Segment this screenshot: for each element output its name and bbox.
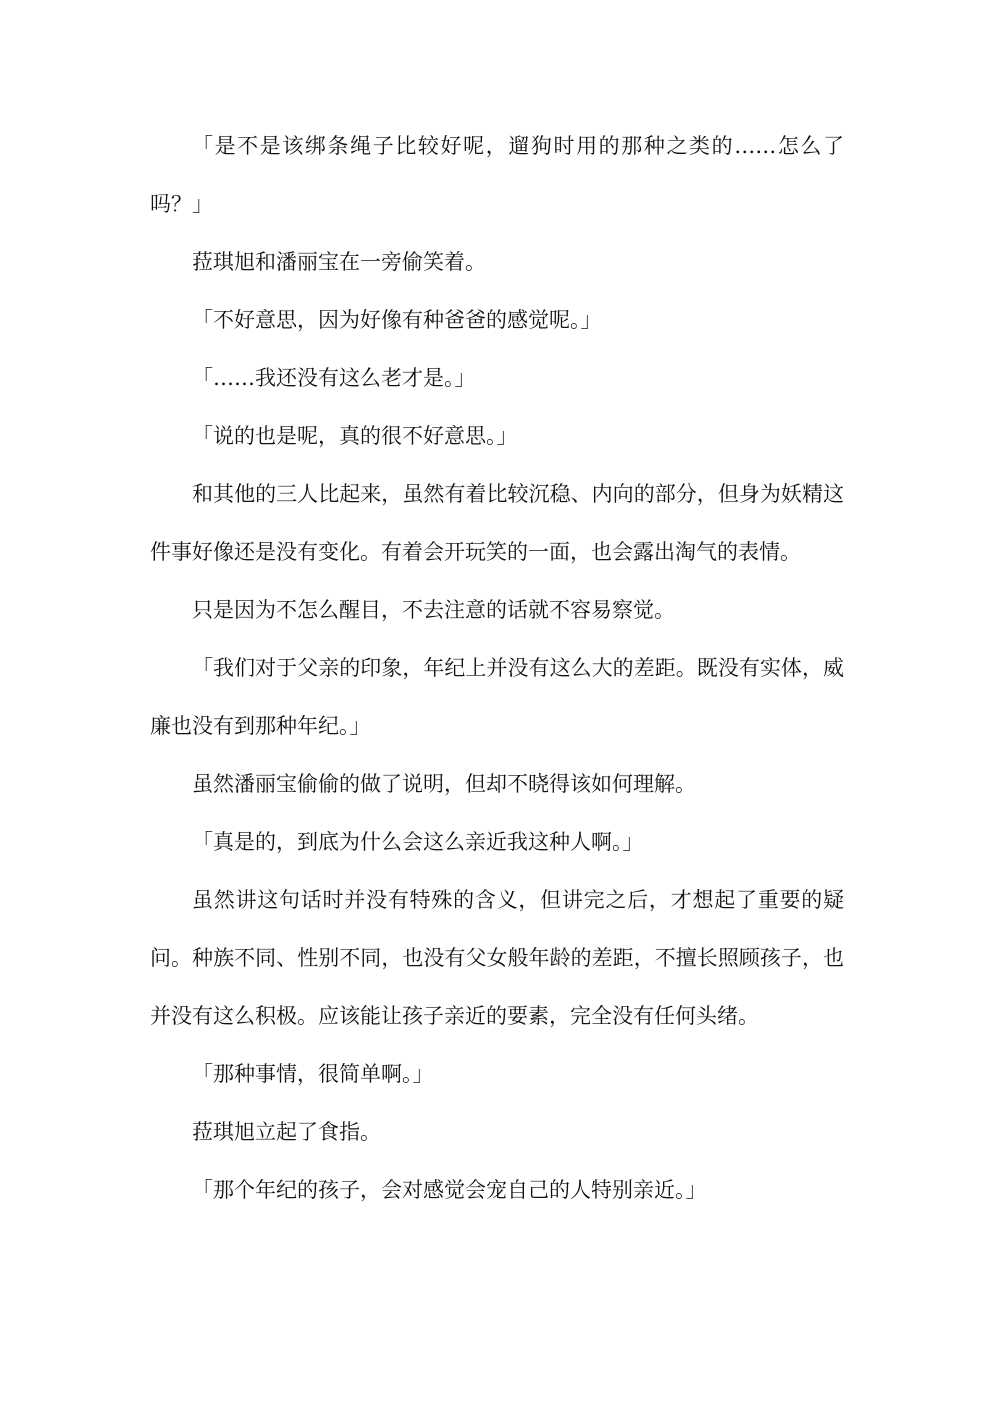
paragraph: 「我们对于父亲的印象，年纪上并没有这么大的差距。既没有实体，威廉也没有到那种年纪。」 <box>150 656 844 738</box>
paragraph: 「真是的，到底为什么会这么亲近我这种人啊。」 <box>192 830 644 854</box>
paragraph: 菈琪旭立起了食指。 <box>192 1120 381 1144</box>
paragraph: 「不好意思，因为好像有种爸爸的感觉呢。」 <box>192 308 602 332</box>
paragraph: 「那种事情，很简单啊。」 <box>192 1062 434 1086</box>
paragraph: 和其他的三人比起来，虽然有着比较沉稳、内向的部分，但身为妖精这件事好像还是没有变化。有着会开玩笑的一面，也会露出淘气的表情。 <box>150 482 844 564</box>
paragraph: 只是因为不怎么醒目，不去注意的话就不容易察觉。 <box>192 598 675 622</box>
paragraph: 虽然潘丽宝偷偷的做了说明，但却不晓得该如何理解。 <box>192 772 696 796</box>
paragraph: 虽然讲这句话时并没有特殊的含义，但讲完之后，才想起了重要的疑问。种族不同、性别不同，也没有父女般年龄的差距，不擅长照顾孩子，也并没有这么积极。应该能让孩子亲近的要素，完全没有任何头绪。 <box>150 888 844 1028</box>
paragraph: 「是不是该绑条绳子比较好呢，遛狗时用的那种之类的……怎么了吗？」 <box>150 134 844 216</box>
paragraph: 「……我还没有这么老才是。」 <box>192 366 476 390</box>
document-page <box>150 117 844 1219</box>
paragraph: 菈琪旭和潘丽宝在一旁偷笑着。 <box>192 250 486 274</box>
paragraph: 「那个年纪的孩子，会对感觉会宠自己的人特别亲近。」 <box>192 1178 707 1202</box>
paragraph: 「说的也是呢，真的很不好意思。」 <box>192 424 518 448</box>
